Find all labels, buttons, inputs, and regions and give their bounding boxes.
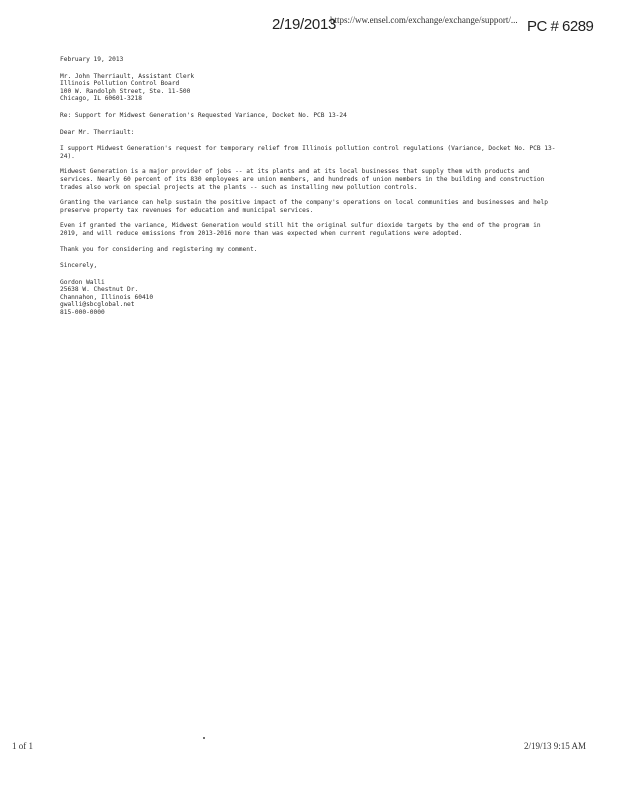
salutation: Dear Mr. Therriault:: [60, 128, 135, 136]
body-paragraph: I support Midwest Generation's request for temporary relief from Illinois pollution control regulations (Variance, Docket No. PCB 13-24).: [60, 145, 556, 160]
received-date-stamp: 2/19/2013: [272, 16, 337, 33]
recipient-line: Chicago, IL 60601-3218: [60, 95, 142, 103]
signature-line: gwalli@sbcglobal.net: [60, 301, 135, 309]
recipient-line: Mr. John Therriault, Assistant Clerk: [60, 72, 195, 80]
body-paragraph: Thank you for considering and registering my comment.: [60, 245, 258, 253]
body-paragraph: Granting the variance can help sustain the positive impact of the company's operations on local communities and businesses and help preserve property tax revenues for education and municipal services.: [60, 199, 548, 214]
closing: Sincerely,: [60, 262, 98, 270]
signature-line: 25638 W. Chestnut Dr.: [60, 286, 139, 294]
page-count: 1 of 1: [12, 741, 33, 751]
signature-line: Channahon, Illinois 60410: [60, 293, 154, 301]
signature-line: Gordon Walli: [60, 278, 105, 286]
letter-date: February 19, 2013: [60, 56, 124, 63]
recipient-line: 100 W. Randolph Street, Ste. 11-500: [60, 87, 191, 95]
public-comment-number: PC # 6289: [527, 18, 594, 35]
signature-line: 815-000-0000: [60, 309, 105, 317]
signature-block: [60, 279, 560, 317]
body-paragraph: Even if granted the variance, Midwest Generation would still hit the original sulfur dioxide targets by the end of the program in 2019, and will reduce emissions from 2013-2016 more than was expected when current regulations were adopted.: [60, 222, 541, 237]
subject-line: Re: Support for Midwest Generation's Requested Variance, Docket No. PCB 13-24: [60, 111, 347, 119]
source-url: https://ww.ensel.com/exchange/exchange/support/...: [330, 15, 518, 25]
scan-speck: [203, 737, 205, 739]
recipient-block: [60, 73, 560, 103]
recipient-line: Illinois Pollution Control Board: [60, 80, 180, 88]
body-paragraph: Midwest Generation is a major provider of jobs -- at its plants and at its local businesses that supply them with products and services. Nearly 60 percent of its 830 employees are union members, and hundreds of union members in the building and construction trades also work on special projects at the plants -- such as installing new pollution controls.: [60, 168, 545, 191]
letter-body: [60, 56, 560, 317]
print-timestamp: 2/19/13 9:15 AM: [524, 741, 587, 751]
